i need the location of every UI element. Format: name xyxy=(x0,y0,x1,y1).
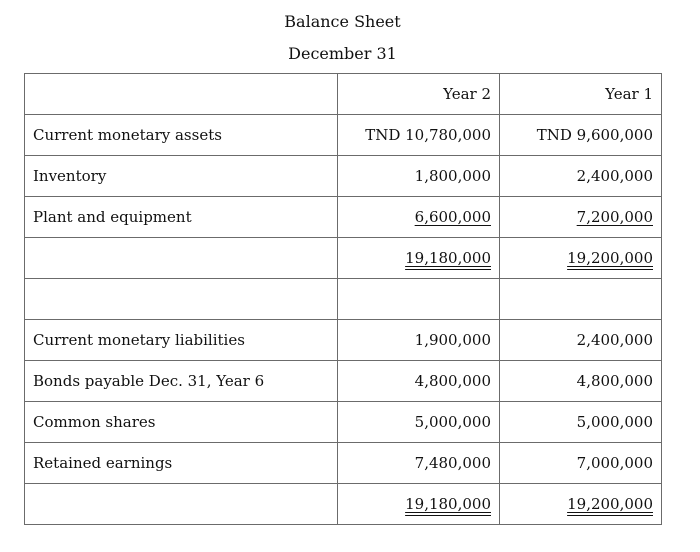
total-liabilities-equity-row xyxy=(25,484,662,525)
table-row xyxy=(25,402,662,443)
year-2-value: 1,900,000 xyxy=(414,331,491,349)
row-label: Inventory xyxy=(25,156,338,197)
balance-sheet-table xyxy=(24,73,662,525)
row-label: Plant and equipment xyxy=(25,197,338,238)
row-label: Bonds payable Dec. 31, Year 6 xyxy=(25,361,338,402)
header-row xyxy=(25,74,662,115)
year-1-value: 7,200,000 xyxy=(576,208,653,226)
row-label xyxy=(25,484,338,525)
year-1-value: 2,400,000 xyxy=(576,167,653,185)
table-row xyxy=(25,197,662,238)
total-assets-row xyxy=(25,238,662,279)
year-1-value: 2,400,000 xyxy=(576,331,653,349)
year-2-value: TND 10,780,000 xyxy=(365,126,491,144)
column-header-year-2: Year 2 xyxy=(338,74,500,115)
table-row xyxy=(25,115,662,156)
table-row xyxy=(25,156,662,197)
year-1-value: TND 9,600,000 xyxy=(536,126,653,144)
row-label: Current monetary assets xyxy=(25,115,338,156)
year-1-total: 19,200,000 xyxy=(567,249,653,267)
year-2-value: 4,800,000 xyxy=(414,372,491,390)
table-row xyxy=(25,443,662,484)
year-2-value: 7,480,000 xyxy=(414,454,491,472)
column-header-label xyxy=(25,74,338,115)
year-1-value: 7,000,000 xyxy=(576,454,653,472)
row-label: Current monetary liabilities xyxy=(25,320,338,361)
row-label xyxy=(25,279,338,320)
year-2-total: 19,180,000 xyxy=(405,249,491,267)
year-2-value: 6,600,000 xyxy=(414,208,491,226)
year-1-total: 19,200,000 xyxy=(567,495,653,513)
row-label: Retained earnings xyxy=(25,443,338,484)
year-2-total: 19,180,000 xyxy=(405,495,491,513)
row-label: Common shares xyxy=(25,402,338,443)
table-row xyxy=(25,361,662,402)
sheet-title: Balance Sheet xyxy=(284,12,401,31)
year-1-value: 4,800,000 xyxy=(576,372,653,390)
year-1-value: 5,000,000 xyxy=(576,413,653,431)
blank-row xyxy=(25,279,662,320)
sheet-date: December 31 xyxy=(288,44,397,63)
year-2-value: 1,800,000 xyxy=(414,167,491,185)
column-header-year-1: Year 1 xyxy=(500,74,662,115)
table-row xyxy=(25,320,662,361)
row-label xyxy=(25,238,338,279)
year-2-value: 5,000,000 xyxy=(414,413,491,431)
